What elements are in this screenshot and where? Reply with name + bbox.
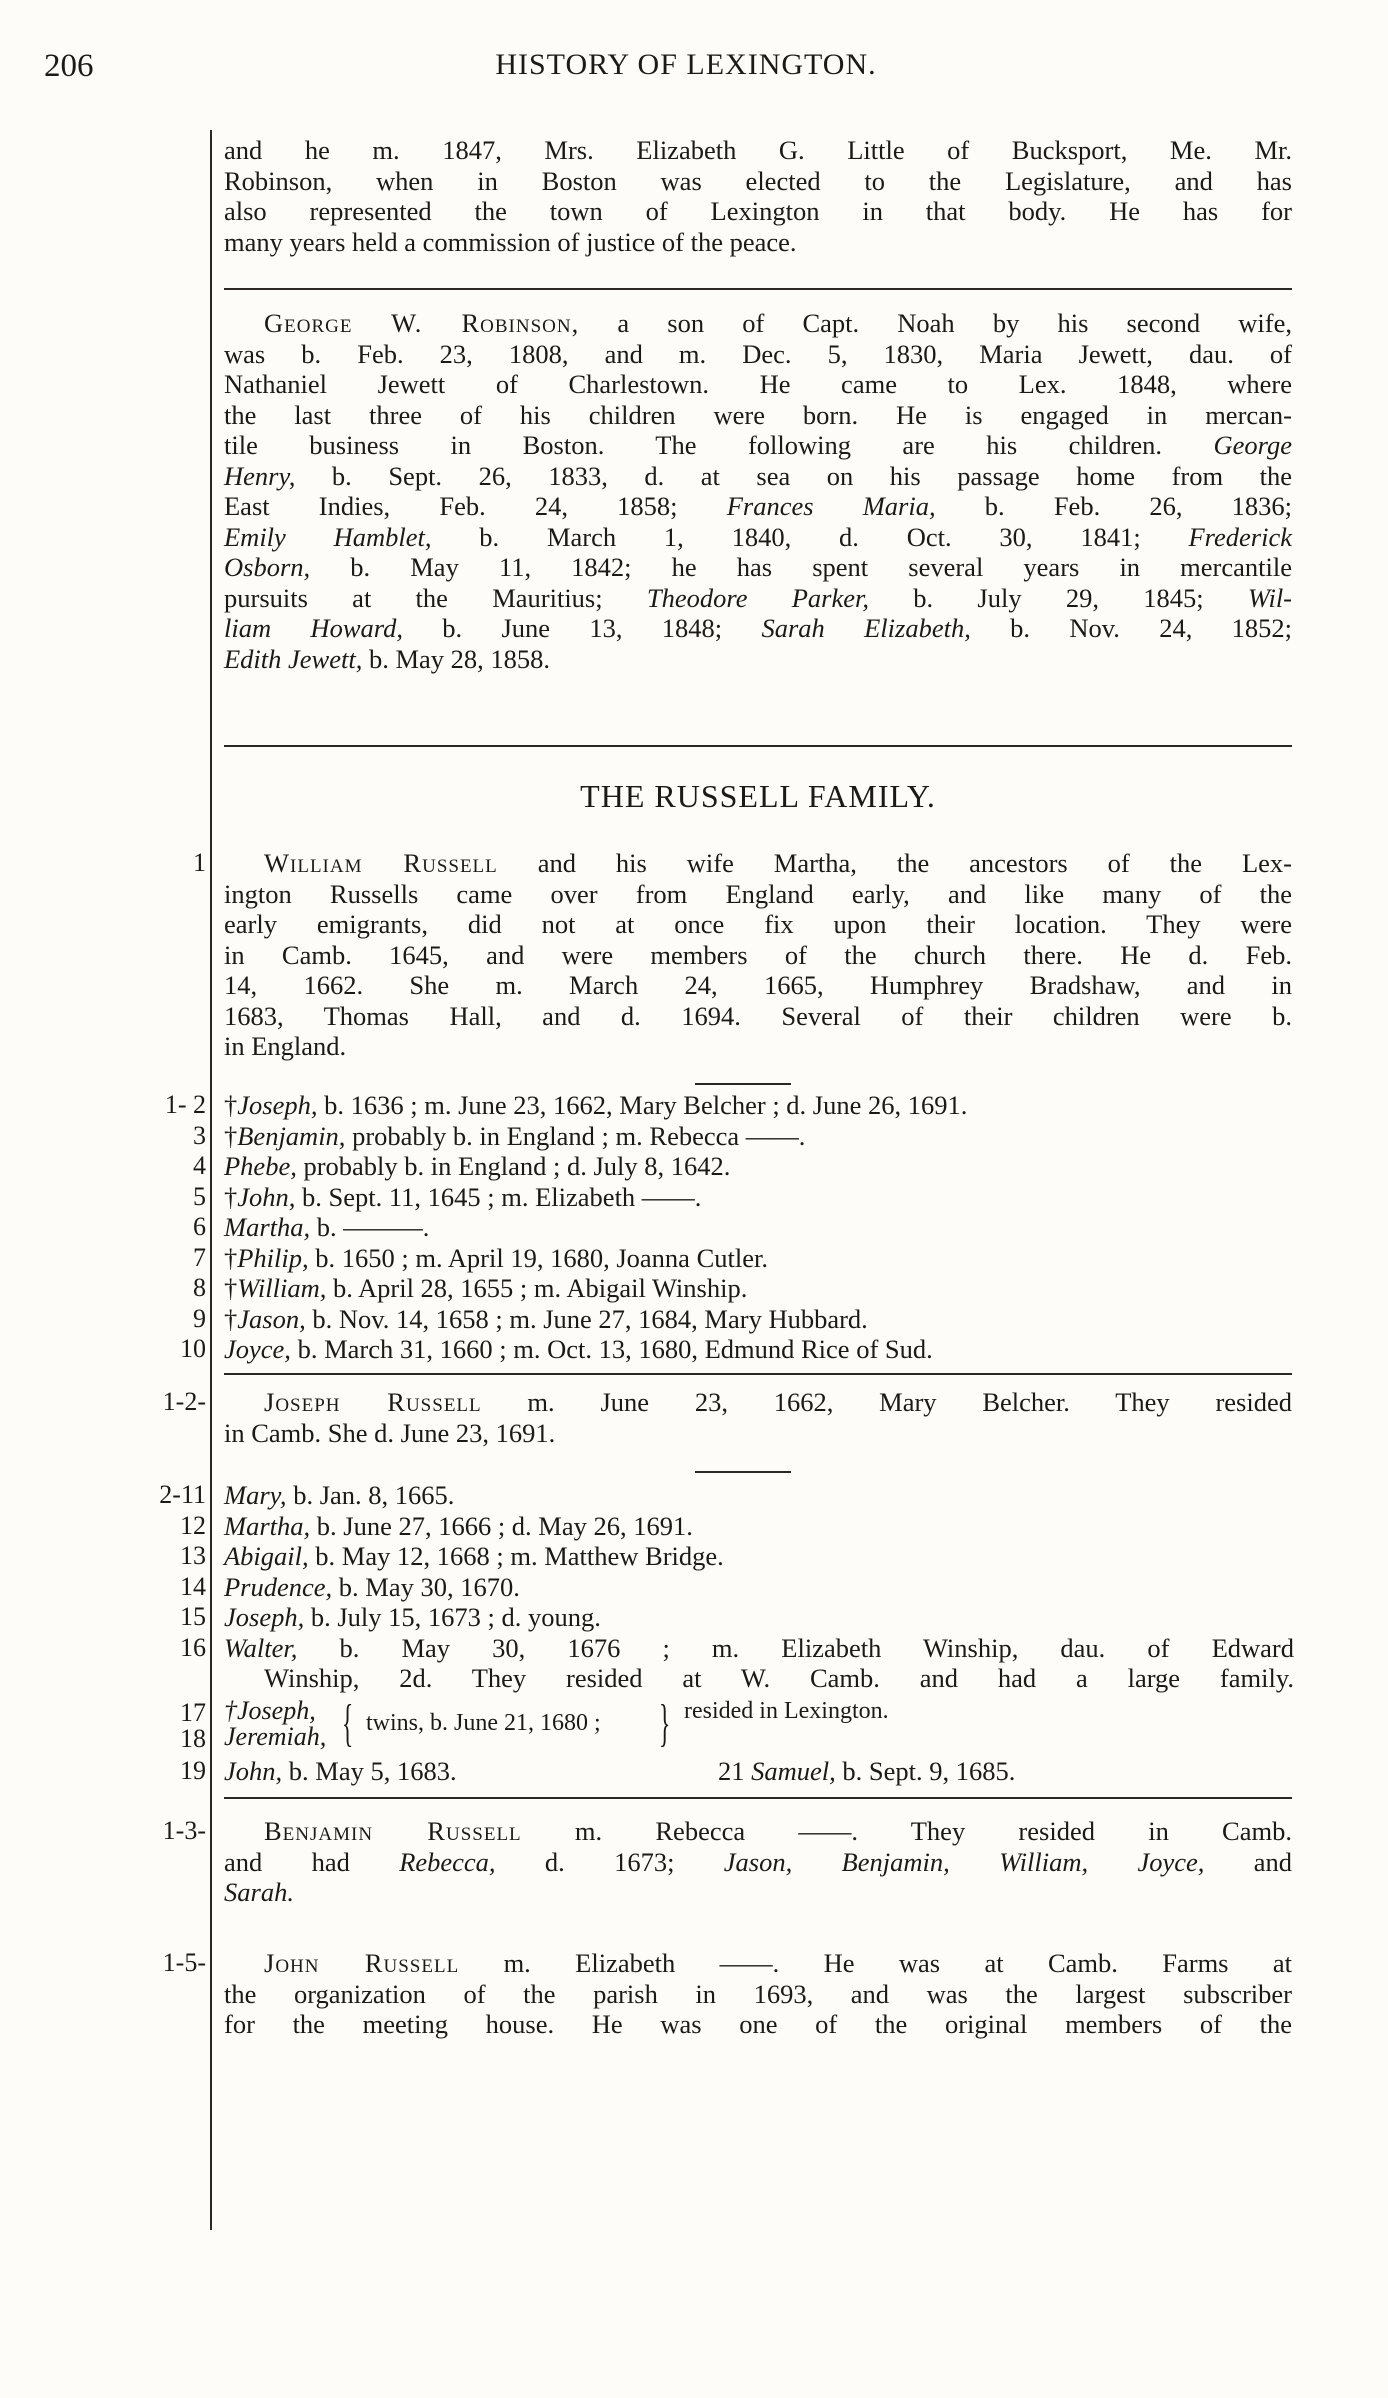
genealogy-marker: 1-2- [162, 1387, 206, 1416]
text-line: ington Russells came over from England early, and like many of the [224, 878, 1292, 909]
divider [224, 1797, 1292, 1799]
short-divider [695, 1471, 791, 1473]
child-number: 10 [180, 1334, 206, 1363]
short-divider [695, 1083, 791, 1085]
list-item: Martha, b. June 27, 1666 ; d. May 26, 1691. [224, 1510, 693, 1541]
child-number: 7 [193, 1242, 206, 1272]
child-number: 18 [180, 1724, 206, 1753]
child-number: 9 [193, 1303, 206, 1333]
genealogy-marker: 1 [193, 848, 206, 877]
text-line: in Camb. 1645, and were members of the church there. He d. Feb. [224, 939, 1292, 970]
twin-name: †Joseph, [224, 1696, 316, 1725]
divider [224, 745, 1292, 747]
list-item: John, b. May 5, 1683. 21 Samuel, b. Sept. 9, 1685. [224, 1756, 1016, 1786]
child-number: 16 [180, 1632, 206, 1662]
text-line: many years held a commission of justice of the peace. [224, 226, 797, 257]
person-name: John Russell [264, 1948, 460, 1978]
paragraph-benjamin-russell: Benjamin Russell m. Rebecca ——. They resided in Camb. and had Rebecca, d. 1673; Jason, Benjamin, William, Joyce, and Sarah. [224, 1816, 1292, 1907]
text-line: Nathaniel Jewett of Charlestown. He came to Lex. 1848, where [224, 369, 1292, 399]
children-list-last [224, 1756, 1294, 1787]
child-number: 4 [193, 1151, 206, 1180]
paragraph-robinson-cont [224, 135, 1292, 257]
list-item: †William, b. April 28, 1655 ; m. Abigail Winship. [224, 1273, 748, 1303]
child-number: 8 [193, 1273, 206, 1302]
text-line: also represented the town of Lexington in that body. He has for [224, 196, 1292, 226]
list-item: Walter, b. May 30, 1676 ; m. Elizabeth Winship, dau. of Edward [224, 1632, 1294, 1663]
list-item: †John, b. Sept. 11, 1645 ; m. Elizabeth ——. [224, 1181, 702, 1212]
paragraph-joseph-russell: Joseph Russell m. June 23, 1662, Mary Belcher. They resided in Camb. She d. June 23, 1691. [224, 1387, 1292, 1448]
list-item-continuation: Winship, 2d. They resided at W. Camb. and had a large family. [264, 1663, 1294, 1693]
text-line: was b. Feb. 23, 1808, and m. Dec. 5, 1830, Maria Jewett, dau. of [224, 338, 1292, 369]
text-line: in England. [224, 1031, 347, 1061]
text-line: the last three of his children were born. He is engaged in mercan- [224, 399, 1292, 430]
text-line: and he m. 1847, Mrs. Elizabeth G. Little of Bucksport, Me. Mr. [224, 135, 1292, 165]
list-item: Martha, b. ———. [224, 1212, 430, 1242]
text-line: Robinson, when in Boston was elected to the Legislature, and has [224, 165, 1292, 196]
child-number: 3 [193, 1120, 206, 1150]
child-number: 1- 2 [164, 1090, 206, 1119]
divider [224, 1373, 1292, 1375]
list-item: Phebe, probably b. in England ; d. July 8, 1642. [224, 1151, 731, 1181]
paragraph-william-russell: William Russell and his wife Martha, the ancestors of the Lex- ington Russells came over from England early, and like many of the early emigrants, did not at once fix upon their location. They were in Camb. 1645, and were members of the church there. He d. Feb. 14, 1662. She m. March 24, 1665, Humphrey Bradshaw, and in 1683, Thomas Hall, and d. 1694. Several of their children were b. in England. [224, 848, 1293, 1061]
twins-entry: †Joseph, Jeremiah, { twins, b. June 21, 1680 ; } resided in Lexington. [224, 1695, 889, 1752]
list-item: †Jason, b. Nov. 14, 1658 ; m. June 27, 1684, Mary Hubbard. [224, 1303, 868, 1334]
paragraph-george-robinson: George W. Robinson, a son of Capt. Noah by his second wife, was b. Feb. 23, 1808, and m. Dec. 5, 1830, Maria Jewett, dau. of Nathaniel Jewett of Charlestown. He came to Lex. 1848, where the last three of his children were born. He is engaged in mercan- tile business in Boston. The following are his children. George Henry, b. Sept. 26, 1833, d. at sea on his passage home from the East Indies, Feb. 24, 1858; Frances Maria, b. Feb. 26, 1836; Emily Hamblet, b. March 1, 1840, d. Oct. 30, 1841; Frederick Osborn, b. May 11, 1842; he has spent several years in mercantile pursuits at the Mauritius; Theodore Parker, b. July 29, 1845; Wil- liam Howard, b. June 13, 1848; Sarah Elizabeth, b. Nov. 24, 1852; Edith Jewett, b. May 28, 1858. [224, 308, 1293, 674]
person-name: William Russell [264, 848, 498, 878]
child-number: 15 [180, 1602, 206, 1631]
text-line: early emigrants, did not at once fix upon their location. They were [224, 909, 1292, 939]
list-item: Mary, b. Jan. 8, 1665. [224, 1480, 455, 1510]
page-header [44, 48, 1328, 98]
text-line: 14, 1662. She m. March 24, 1665, Humphrey Bradshaw, and in [224, 970, 1292, 1000]
list-item: †Philip, b. 1650 ; m. April 19, 1680, Joanna Cutler. [224, 1242, 768, 1273]
list-item: †Joseph, b. 1636 ; m. June 23, 1662, Mary Belcher ; d. June 26, 1691. [224, 1090, 968, 1120]
list-item: Joseph, b. July 15, 1673 ; d. young. [224, 1602, 601, 1632]
list-item: Prudence, b. May 30, 1670. [224, 1571, 520, 1602]
margin-rule [210, 130, 212, 2230]
twin-name: Jeremiah, [224, 1722, 327, 1751]
person-name: Benjamin Russell [264, 1816, 522, 1846]
child-number: 13 [180, 1541, 206, 1570]
list-item: Joyce, b. March 31, 1660 ; m. Oct. 13, 1680, Edmund Rice of Sud. [224, 1334, 933, 1364]
text-line: in Camb. She d. June 23, 1691. [224, 1417, 556, 1448]
child-number: 5 [193, 1181, 206, 1211]
child-number: 6 [193, 1212, 206, 1241]
divider [224, 288, 1292, 290]
genealogy-marker: 1-3- [162, 1816, 206, 1845]
brace-left: { [342, 1695, 354, 1752]
child-number: 19 [180, 1756, 206, 1785]
list-item: †Benjamin, probably b. in England ; m. Rebecca ——. [224, 1120, 806, 1151]
child-number: 14 [180, 1571, 206, 1601]
section-title: THE RUSSELL FAMILY. [580, 778, 936, 814]
page-number: 206 [44, 48, 94, 84]
genealogy-marker: 1-5- [162, 1948, 206, 1977]
running-title: HISTORY OF LEXINGTON. [495, 48, 877, 81]
paragraph-john-russell: John Russell m. Elizabeth ——. He was at Camb. Farms at the organization of the parish in 1693, and was the largest subscriber for the meeting house. He was one of the original members of the [224, 1948, 1292, 2039]
person-name: Joseph Russell [264, 1387, 482, 1417]
text-line: the organization of the parish in 1693, and was the largest subscriber [224, 1978, 1292, 2009]
child-number: 12 [180, 1510, 206, 1540]
child-number: 2-11 [159, 1480, 206, 1509]
brace-right: } [659, 1695, 671, 1752]
text-line: 1683, Thomas Hall, and d. 1694. Several of their children were b. [224, 1000, 1292, 1031]
child-number: 17 [180, 1698, 206, 1727]
person-name: George W. Robinson, [264, 308, 580, 338]
text-line: for the meeting house. He was one of the original members of the [224, 2009, 1292, 2039]
list-item: Abigail, b. May 12, 1668 ; m. Matthew Bridge. [224, 1541, 724, 1571]
